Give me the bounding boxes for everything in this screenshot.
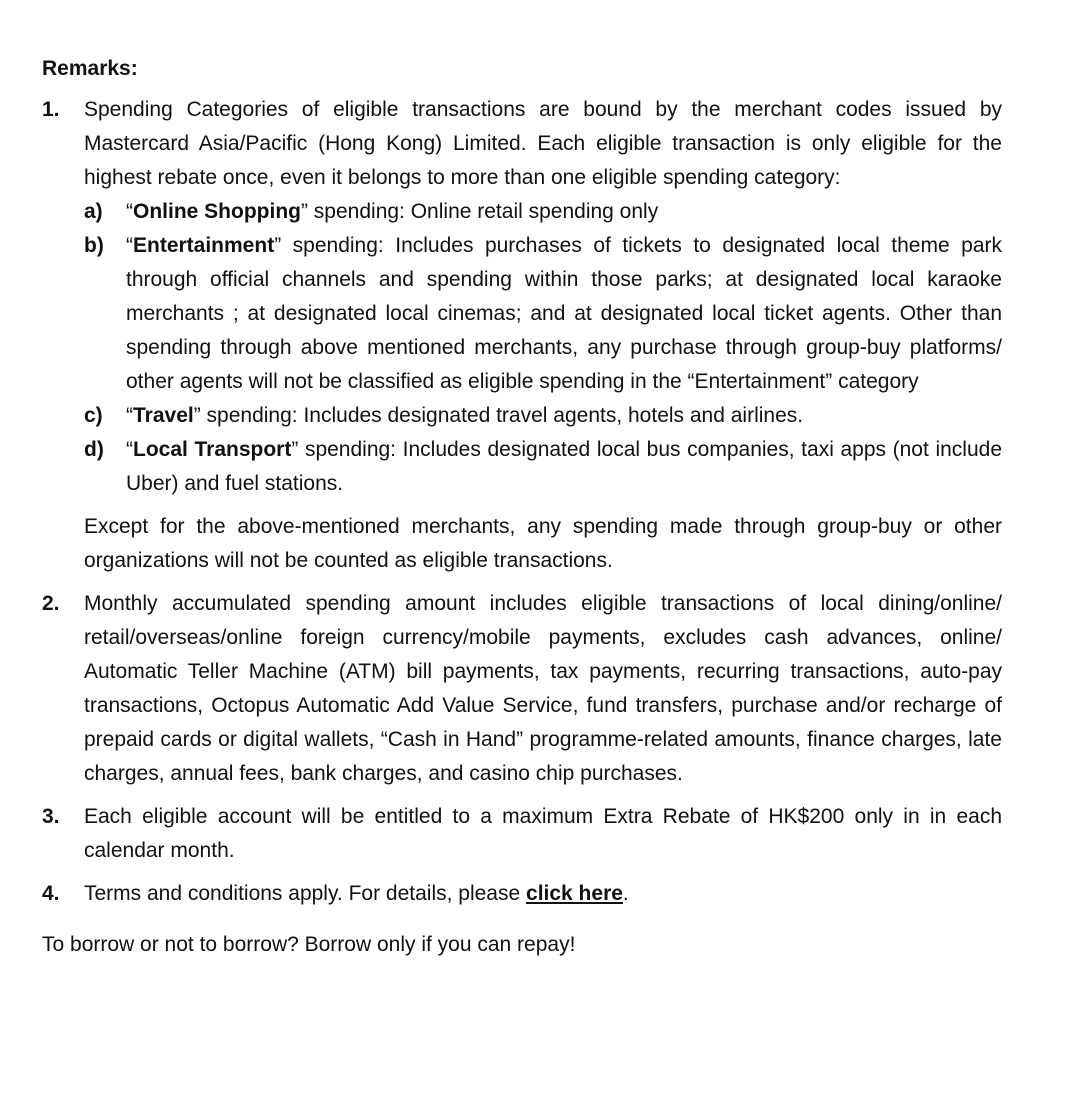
category-description: ” spending: Online retail spending only bbox=[300, 200, 659, 223]
remark-number: 2. bbox=[42, 592, 60, 615]
terms-period: . bbox=[622, 882, 629, 905]
category-name: Entertainment bbox=[133, 234, 275, 257]
category-name: Travel bbox=[133, 404, 194, 427]
remark-text: Monthly accumulated spending amount includes eligible transactions of local dining/online/ retail/overseas/online foreign currency/mobile payments, excludes cash advances, online/ Automatic Teller Machine (ATM) bill payments, tax payments, recurring transactions, auto-pay transactions, Octopus Automatic Add Value Service, fund transfers, purchase and/or recharge of prepaid cards or digital wallets, “Cash in Hand” programme-related amounts, finance charges, late charges, annual fees, bank charges, and casino chip purchases. bbox=[84, 592, 1002, 785]
terms-text: Terms and conditions apply. For details, please bbox=[84, 882, 527, 905]
remarks-heading: Remarks: bbox=[42, 57, 138, 80]
remark-item-3 bbox=[42, 800, 1002, 868]
remark-number: 3. bbox=[42, 805, 60, 828]
group-buy-note: Except for the above-mentioned merchants, any spending made through group-buy or other organizations will not be counted as eligible transactions. bbox=[84, 515, 1002, 572]
open-quote: “ bbox=[126, 200, 133, 223]
open-quote: “ bbox=[126, 438, 133, 461]
remark-number: 4. bbox=[42, 882, 60, 905]
open-quote: “ bbox=[126, 404, 133, 427]
category-label: d) bbox=[84, 438, 104, 461]
spending-category-list bbox=[84, 195, 1002, 501]
category-local-transport bbox=[84, 433, 1002, 501]
remark-number: 1. bbox=[42, 98, 60, 121]
remark-item-2 bbox=[42, 587, 1002, 791]
category-description: ” spending: Includes purchases of tickets to designated local theme park through official channels and spending within those parks; at designated local karaoke merchants ; at designated local cinemas; and at designated local ticket agents. Other than spending through above mentioned merchants, any purchase through group-buy platforms/ other agents will not be classified as eligible spending in the “Entertainment” category bbox=[126, 234, 1002, 393]
remarks-section bbox=[42, 52, 1002, 962]
remark-item-4 bbox=[42, 877, 1002, 911]
remark-text: Each eligible account will be entitled to a maximum Extra Rebate of HK$200 only in in each calendar month. bbox=[84, 805, 1002, 862]
category-travel bbox=[84, 399, 1002, 433]
category-name: Online Shopping bbox=[133, 200, 301, 223]
click-here-link[interactable]: click here bbox=[526, 882, 623, 905]
open-quote: “ bbox=[126, 234, 133, 257]
borrow-warning: To borrow or not to borrow? Borrow only if you can repay! bbox=[42, 933, 576, 956]
category-label: b) bbox=[84, 234, 104, 257]
category-label: a) bbox=[84, 200, 103, 223]
category-online-shopping bbox=[84, 195, 1002, 229]
remark-text: Spending Categories of eligible transactions are bound by the merchant codes issued by Mastercard Asia/Pacific (Hong Kong) Limited. Each eligible transaction is only eligible for the highest rebate once, even it belongs to more than one eligible spending category: bbox=[84, 98, 1002, 189]
category-label: c) bbox=[84, 404, 103, 427]
category-entertainment bbox=[84, 229, 1002, 399]
remark-item-1 bbox=[42, 93, 1002, 578]
category-name: Local Transport bbox=[133, 438, 292, 461]
remark-text bbox=[84, 877, 1002, 911]
category-description: ” spending: Includes designated travel agents, hotels and airlines. bbox=[193, 404, 804, 427]
category-description: ” spending: Includes designated local bus companies, taxi apps (not include Uber) and fuel stations. bbox=[126, 438, 1002, 495]
